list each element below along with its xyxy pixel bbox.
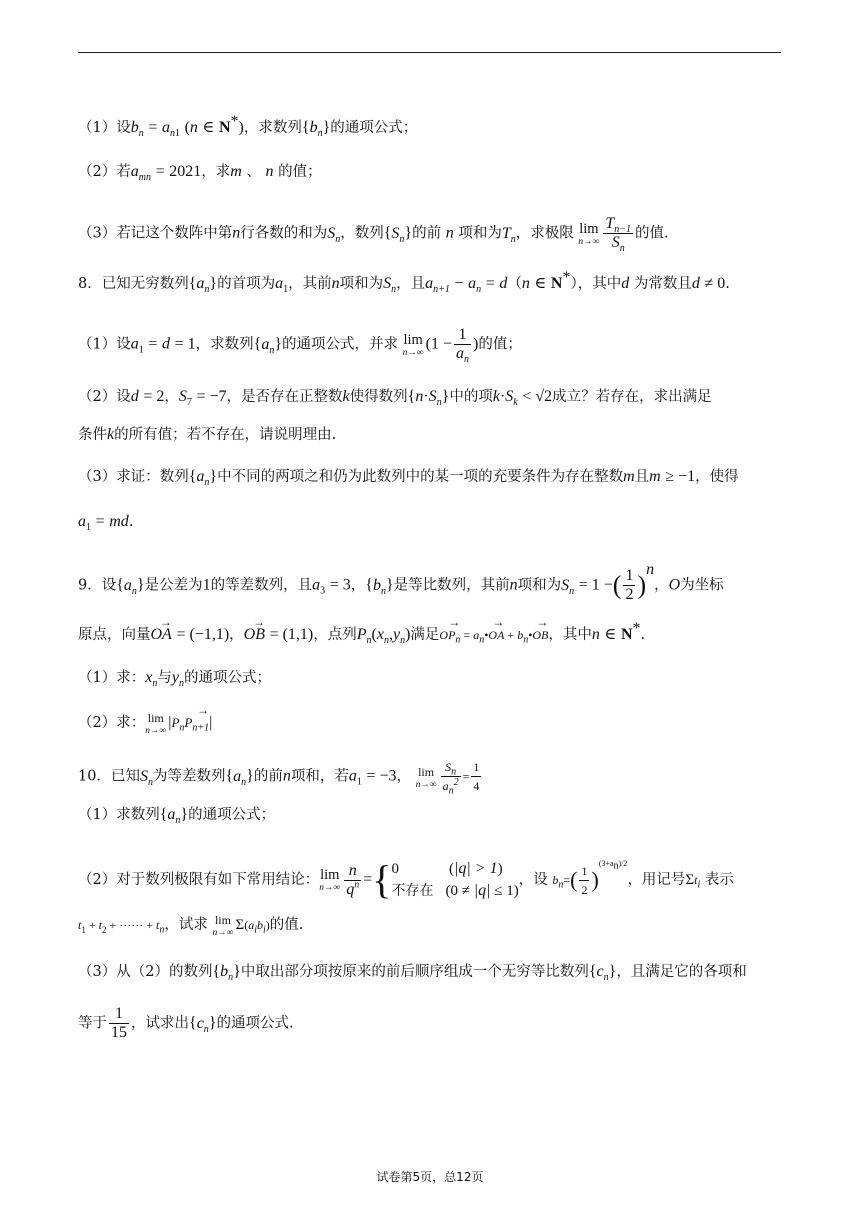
q7-part1: （1）设$b_n = a_{n1}$ (n ∈ N*)，求数列$\{b_n\}$的通项公式；: [78, 113, 418, 140]
q9-part2: （2）求： lim n→∞ |→ $P_nP_{n+1}|$: [78, 710, 783, 736]
q8-part3: （3）求证：数列$\{a_n\}$中不同的两项之和仍为此数列中的某一项的充要条件为存在整数m且m ≥ −1，使得: [78, 468, 739, 489]
limit-case-zero: 0: [391, 861, 399, 877]
q8-part2-line2: 条件k的所有值；若不存在，请说明理由.: [78, 426, 337, 443]
header-rule: [78, 52, 781, 53]
q8-part3-line2: $a_1$ = md.: [78, 513, 134, 533]
q10-part3-line2: 等于 $\frac{1}{15}$ ，试求出$\{c_n\}$的通项公式.: [78, 1005, 294, 1041]
q10-stem: 10．已知$S_n$为等差数列$\{a_n\}$的前n项和，若$a_1 = -3$， lim n→∞ $\frac{S_n}{a_n^2}$ = $\frac{1}{4}$: [78, 760, 480, 797]
page-footer: 试卷第5页，总12页: [376, 1170, 484, 1184]
q10-part2: （2）对于数列极限有如下常用结论： lim n→∞ $\frac{n}{q^n}$ ={ 0 (|q| > 1) 不存在 (0 ≠ |q| ≤ 1) ，设 $b_n=$( $\frac{1}{2}$ )$^{(3+a_n)/2}$，用记号$\Sigma t_i$ 表示: [78, 857, 734, 902]
limit-case-undefined: 不存在: [391, 883, 434, 899]
q9-stem: 9．设$\{a_n\}$是公差为1的等差数列，且$a_3 = 3$，$\{b_n\}$是等比数列，其前n项和为$S_n = 1$ −( $\frac{1}{2}$ )$^n$，O为坐标: [78, 560, 724, 603]
q8-part1: （1）设$a_1 = d = 1$，求数列$\{a_n\}$的通项公式，并求 lim n→∞ (1 − $\frac{1}{a_n}$ )的值；: [78, 326, 522, 366]
q8-stem: 8．已知无穷数列$\{a_n\}$的首项为$a_1$，其前n项和为$S_n$，且$a_{n+1} - a_n = d(n$ ∈ N*），其中d 为常数且d ≠ 0.: [78, 269, 730, 296]
q9-stem-line2: 原点，向量→ OA = (−1,1)，→ OB = (1,1)，点列$P_n(x_n,y_n)$满足→ $OP_n$ = $a_n•\to$ OA + $b_n•\to$ OB，其中n ∈ N*.: [78, 623, 783, 647]
q10-part1: （1）求数列$\{a_n\}$的通项公式；: [78, 806, 276, 827]
q10-part2-line2: $t_1 + t_2$ + ······ + $t_n$，试求 lim n→∞ $\Sigma(a_ib_i)$的值.: [78, 913, 304, 938]
q7-part3: （3）若记这个数阵中第n行各数的和为$S_n$，数列$\{S_n\}$的前 n 项和为$T_n$，求极限 lim n→∞ $\frac{T_{n-1}}{S_n}$ 的值.: [78, 215, 669, 255]
q7-part2: （2）若$a_{mn} = 2021$，求m 、 n 的值；: [78, 163, 322, 184]
q8-part2: （2）设d = 2，$S_7 = -7$，是否存在正整数k使得数列$\{n\cdot S_n\}$中的项$k\cdot S_k < √2$成立？若存在，求出满足: [78, 388, 712, 409]
q9-part1: （1）求：$x_n$与$y_n$的通项公式；: [78, 669, 271, 690]
q10-part3: （3）从（2）的数列$\{b_n\}$中取出部分项按原来的前后顺序组成一个无穷等比数列$\{c_n\}$，且满足它的各项和: [78, 963, 747, 984]
